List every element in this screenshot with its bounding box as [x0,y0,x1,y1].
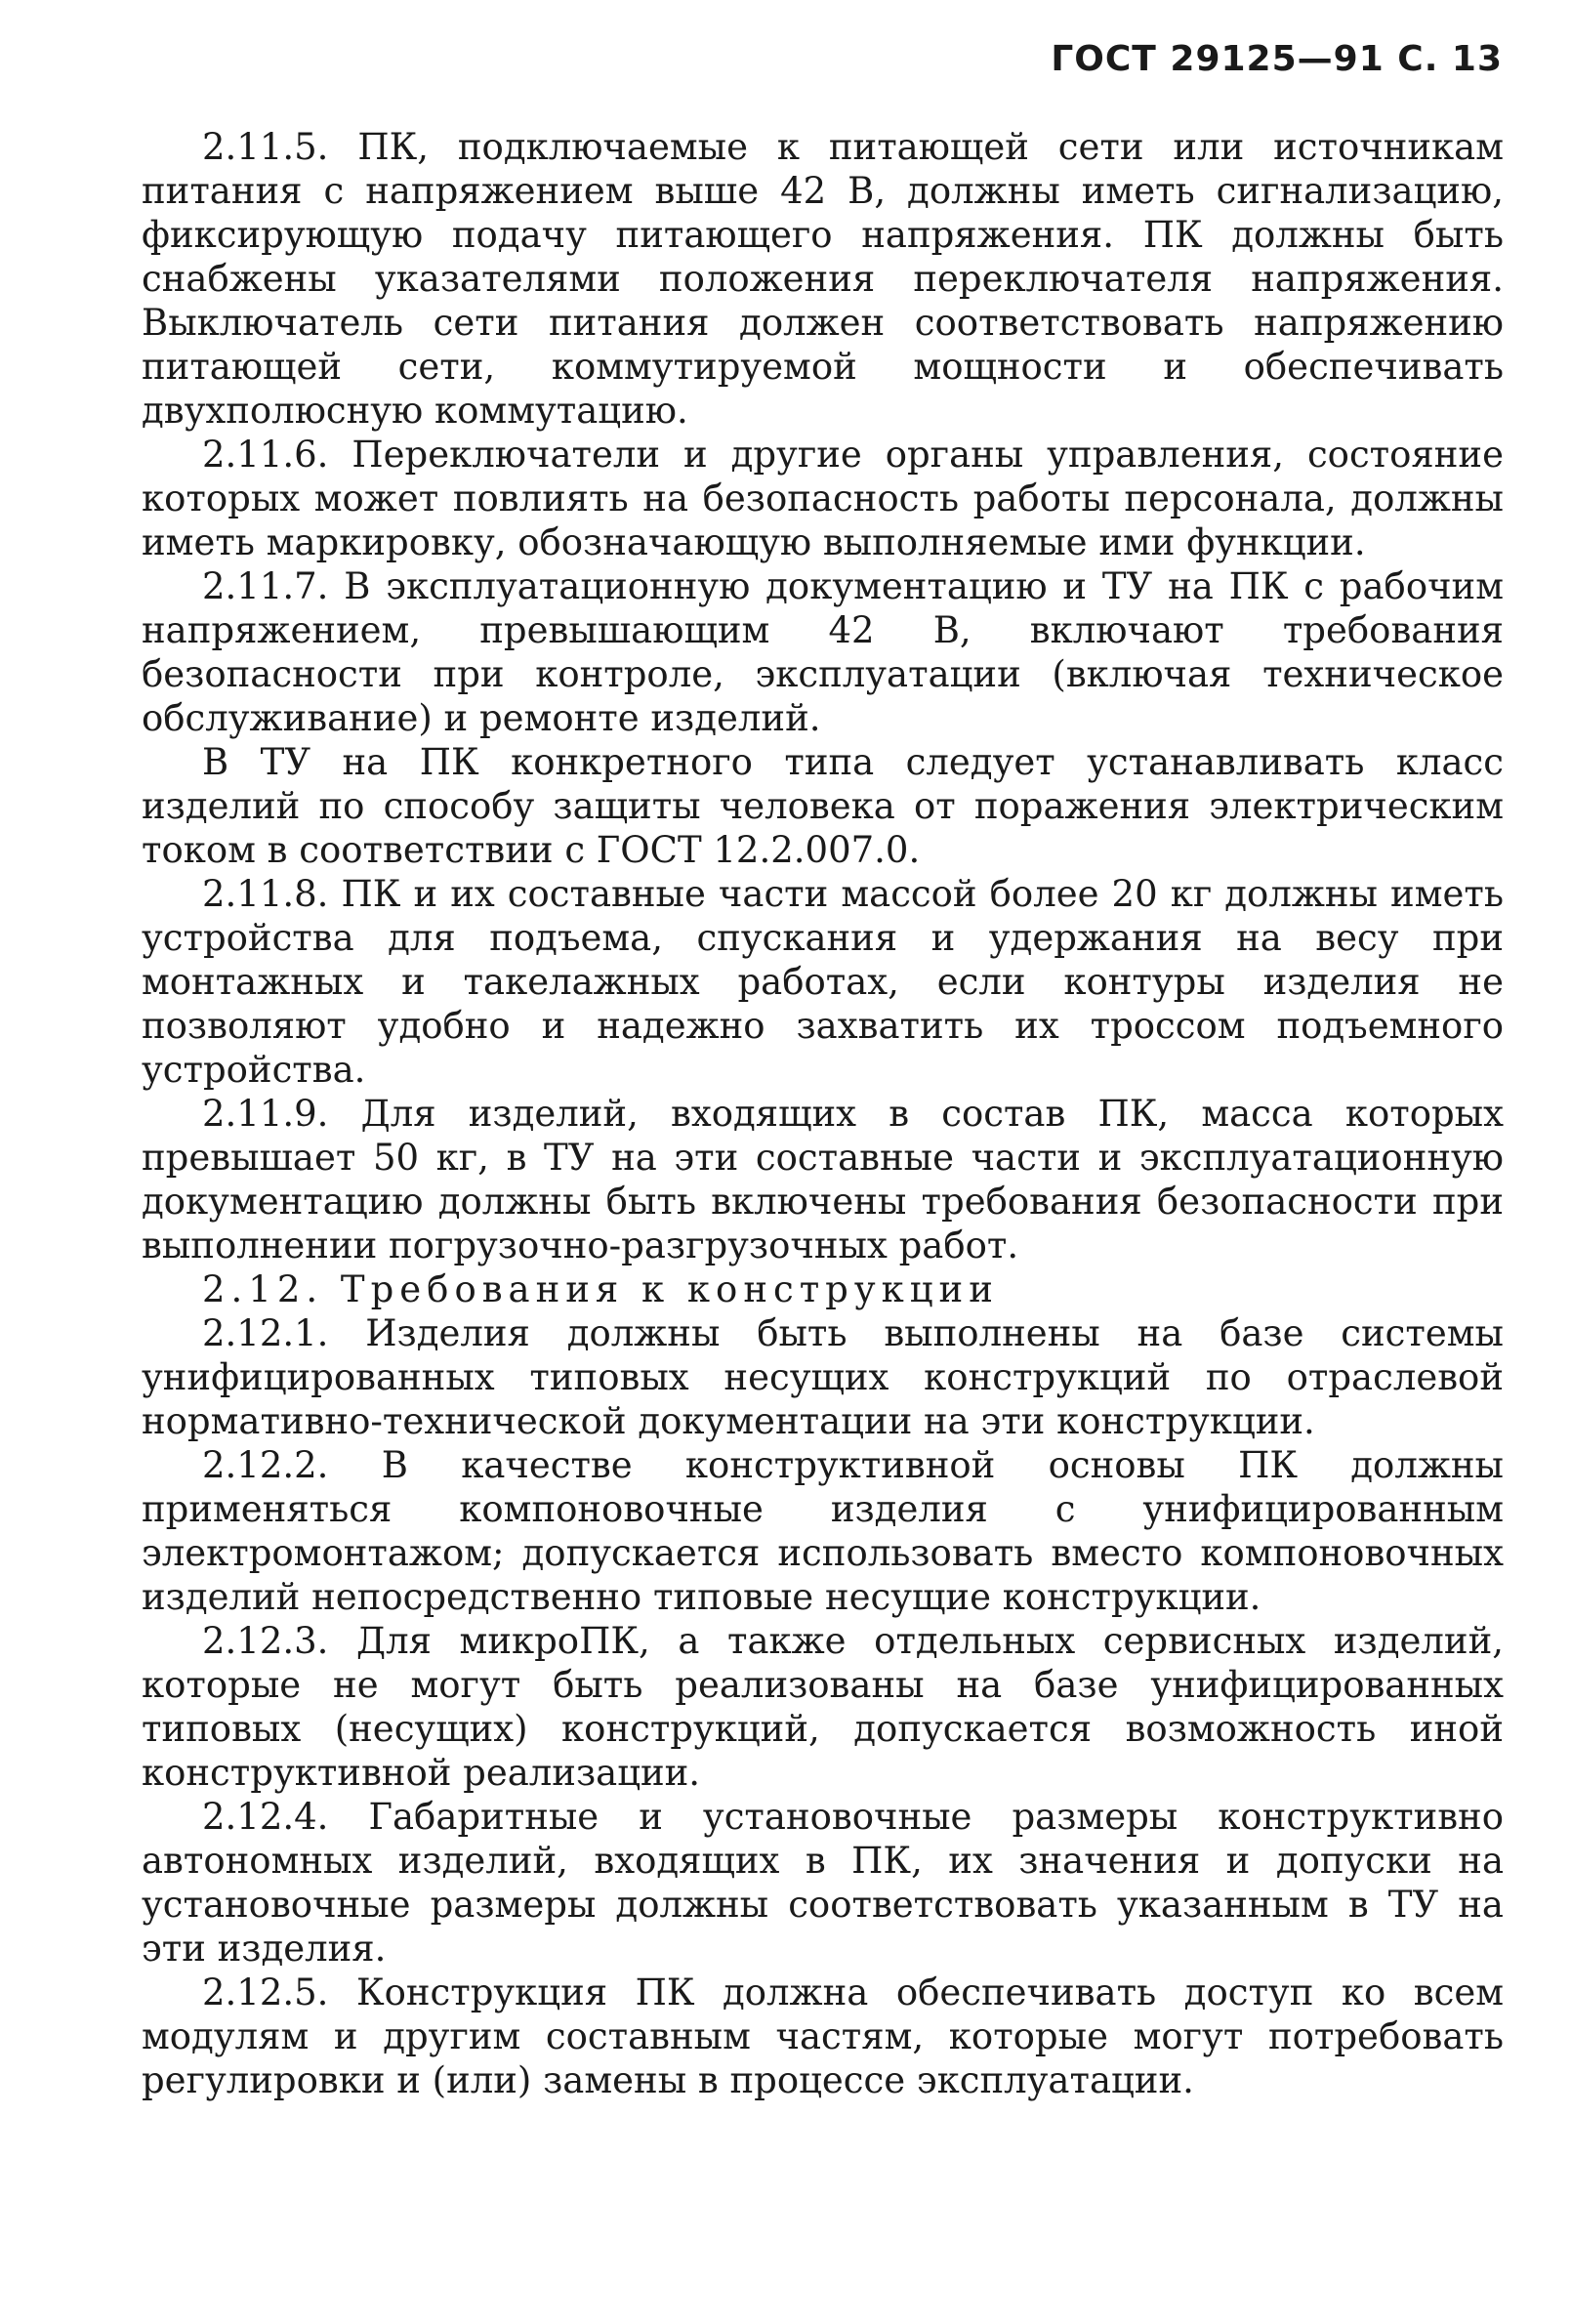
paragraph-2-12-4: 2.12.4. Габаритные и установочные размеры конструктивно автономных изделий, входящих в ПК, их значения и допуски на установочные размеры должны соответствовать указанным в ТУ на эти изделия. [142,1796,1504,1970]
section-heading-2-12: 2.12. Требования к конструкции [202,1268,999,1310]
page-header: ГОСТ 29125—91 С. 13 [1051,39,1503,79]
paragraph-2-11-7: 2.11.7. В эксплуатационную документацию и ТУ на ПК с рабочим напряжением, превышающим 42 В, включают требования безопасности при контроле, эксплуатации (включая техническое обслуживание) и ремонте изделий. [142,565,1504,739]
paragraph-2-12-2: 2.12.2. В качестве конструктивной основы ПК должны применяться компоновочные изделия с унифицированным электромонтажом; допускается использовать вместо компоновочных изделий непосредственно типовые несущие конструкции. [142,1444,1504,1618]
paragraph-2-11-5: 2.11.5. ПК, подключаемые к питающей сети или источникам питания с напряжением выше 42 В, должны иметь сигнализацию, фиксирующую подачу питающего напряжения. ПК должны быть снабжены указателями положения переключателя напряжения. Выключатель сети питания должен соответствовать напряжению питающей сети, коммутируемой мощности и обеспечивать двухполюсную коммутацию. [142,126,1504,432]
paragraph-2-11-6: 2.11.6. Переключатели и другие органы управления, состояние которых может повлиять на безопасность работы персонала, должны иметь маркировку, обозначающую выполняемые ими функции. [142,434,1504,563]
paragraph-2-12-1: 2.12.1. Изделия должны быть выполнены на базе системы унифицированных типовых несущих конструкций по отраслевой нормативно-технической документации на эти конструкции. [142,1312,1504,1442]
paragraph-2-11-9: 2.11.9. Для изделий, входящих в состав ПК, масса которых превышает 50 кг, в ТУ на эти составные части и эксплуатационную документацию должны быть включены требования безопасности при выполнении погрузочно-разгрузочных работ. [142,1093,1504,1266]
paragraph-2-12-5: 2.12.5. Конструкция ПК должна обеспечивать доступ ко всем модулям и другим составным частям, которые могут потребовать регулировки и (или) замены в процессе эксплуатации. [142,1971,1504,2101]
document-body [142,125,1504,2102]
paragraph-2-11-8: 2.11.8. ПК и их составные части массой более 20 кг должны иметь устройства для подъема, спускания и удержания на весу при монтажных и такелажных работах, если контуры изделия не позволяют удобно и надежно захватить их тросcом подъемного устройства. [142,873,1504,1091]
paragraph-2-12-3: 2.12.3. Для микроПК, а также отдельных сервисных изделий, которые не могут быть реализованы на базе унифицированных типовых (несущих) конструкций, допускается возможность иной конструктивной реализации. [142,1620,1504,1794]
paragraph-2-11-7-class: В ТУ на ПК конкретного типа следует устанавливать класс изделий по способу защиты человека от поражения электрическим током в соответствии с ГОСТ 12.2.007.0. [142,741,1504,871]
